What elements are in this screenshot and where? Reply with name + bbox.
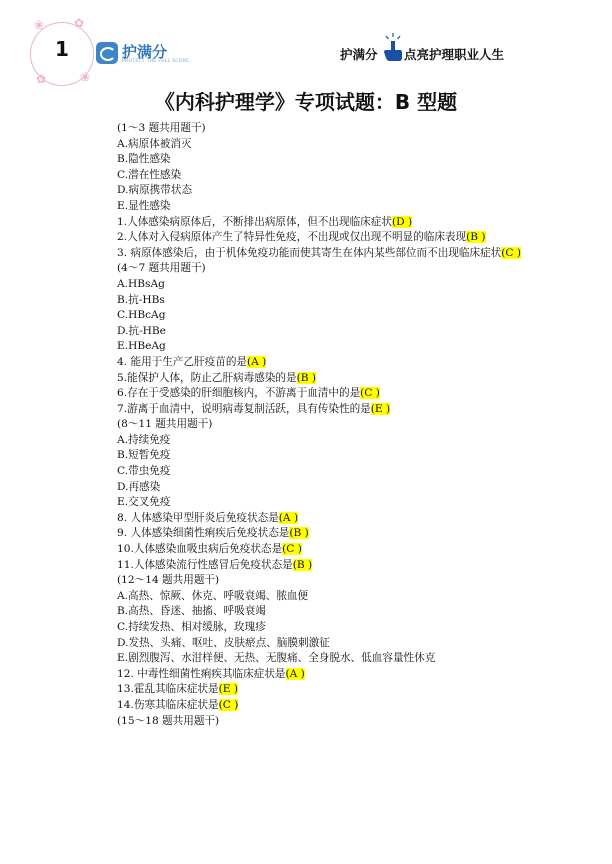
option-item: D.发热、头痛、呕吐、皮肤瘀点、脑膜刺激征 <box>117 636 330 649</box>
option-item: B.隐性感染 <box>117 153 171 166</box>
question-item <box>92 386 524 402</box>
flower-icon: ✿ <box>74 16 85 30</box>
question-item <box>92 667 524 683</box>
option-item: C.持续发热、相对缓脉，玫瑰疹 <box>117 621 266 633</box>
logo-text: 护满分 <box>122 43 168 61</box>
answer-highlight: (E ) <box>218 683 238 696</box>
answer-highlight: (B ) <box>466 231 486 244</box>
group-header: (4～7 题共用题干) <box>117 262 206 275</box>
answer-highlight: (C ) <box>218 698 239 711</box>
option-item: C.潜在性感染 <box>117 168 182 181</box>
question-text: 3. 病原体感染后，由于机体免疫功能而使其寄生在体内某些部位而不出现临床症状 <box>117 246 502 259</box>
question-text: 13.霍乱其临床症状是 <box>117 683 219 696</box>
question-item <box>92 526 524 542</box>
question-text: 4. 能用于生产乙肝疫苗的是 <box>117 355 248 368</box>
option-item: D.再感染 <box>117 480 161 493</box>
answer-highlight: (B ) <box>296 371 317 384</box>
answer-highlight: (E ) <box>370 402 391 415</box>
option-item: B.高热、昏迷、抽搐、呼吸衰竭 <box>117 605 266 618</box>
answer-highlight: (C ) <box>282 543 302 556</box>
question-item <box>92 542 524 558</box>
page-number: 1 <box>55 37 69 61</box>
question-text: 6.存在于受感染的肝细胞核内，不游离于血清中的是 <box>117 387 361 400</box>
option-item: A.高热、惊厥、休克、呼吸衰竭、脓血便 <box>117 589 309 602</box>
pointing-hand-icon <box>382 32 404 62</box>
option-item: B.抗-HBs <box>117 293 165 306</box>
answer-highlight: (A ) <box>278 511 299 524</box>
question-item <box>92 371 524 387</box>
slogan-brand: 护满分 <box>340 47 378 62</box>
question-text: 12. 中毒性细菌性痢疾其临床症状是 <box>117 667 286 680</box>
option-item: D.病原携带状态 <box>117 184 193 197</box>
logo-mark-icon <box>96 42 118 64</box>
option-item: E.交叉免疫 <box>117 496 171 509</box>
question-text: 8. 人体感染甲型肝炎后免疫状态是 <box>117 511 279 524</box>
flower-icon: ✿ <box>36 72 47 86</box>
answer-highlight: (C ) <box>501 246 522 259</box>
answer-highlight: (D ) <box>391 215 413 228</box>
answer-highlight: (C ) <box>360 387 380 400</box>
flower-icon: ❀ <box>80 70 91 84</box>
question-text: 5.能保护人体，防止乙肝病毒感染的是 <box>117 371 297 384</box>
flower-icon: ❀ <box>34 18 45 32</box>
question-text: 14.伤寒其临床症状是 <box>117 698 219 711</box>
option-item: A.HBsAg <box>117 277 165 290</box>
group-header: (12～14 题共用题干) <box>117 574 220 587</box>
question-text: 7.游离于血清中，说明病毒复制活跃，具有传染性的是 <box>117 402 371 415</box>
question-item <box>92 402 524 418</box>
brand-logo <box>96 42 196 68</box>
question-item <box>92 698 524 714</box>
question-item <box>92 558 524 574</box>
option-item: E.HBeAg <box>117 340 166 353</box>
option-item: A.病原体被消灭 <box>117 137 192 150</box>
group-header: (1～3 题共用题干) <box>117 122 206 134</box>
question-text: 9. 人体感染细菌性痢疾后免疫状态是 <box>117 527 290 540</box>
question-item <box>92 246 524 262</box>
answer-highlight: (A ) <box>247 355 267 368</box>
option-item: A.持续免疫 <box>117 433 171 446</box>
answer-highlight: (B ) <box>289 527 309 540</box>
question-item <box>92 511 524 527</box>
question-item <box>92 355 524 371</box>
group-header: (15～18 题共用题干) <box>117 714 220 727</box>
answer-highlight: (A ) <box>285 667 305 680</box>
question-item <box>92 682 524 698</box>
option-item: E.剧烈腹泻、水泔样便、无热、无腹痛、全身脱水、低血容量性休克 <box>117 652 436 665</box>
question-text: 2.人体对入侵病原体产生了特异性免疫，不出现或仅出现不明显的临床表现 <box>117 231 467 244</box>
question-list <box>92 121 524 729</box>
slogan-text: 点亮护理职业人生 <box>404 47 505 62</box>
question-item <box>92 215 524 231</box>
group-header: (8～11 题共用题干) <box>117 418 213 431</box>
page-header <box>0 0 612 90</box>
answer-highlight: (B ) <box>292 558 313 571</box>
option-item: D.抗-HBe <box>117 324 166 337</box>
option-item: E.显性感染 <box>117 199 171 212</box>
option-item: C.带虫免疫 <box>117 465 171 478</box>
question-item <box>92 230 524 246</box>
logo-subtext: PROTECT THE FULL SCORE <box>122 59 190 64</box>
option-item: B.短暂免疫 <box>117 449 171 462</box>
option-item: C.HBcAg <box>117 309 166 322</box>
question-text: 10.人体感染血吸虫病后免疫状态是 <box>117 543 283 556</box>
page-title: 《内科护理学》专项试题：B 型题 <box>154 90 458 114</box>
question-text: 1.人体感染病原体后，不断排出病原体，但不出现临床症状 <box>117 215 392 228</box>
question-text: 11.人体感染流行性感冒后免疫状态是 <box>117 558 293 571</box>
